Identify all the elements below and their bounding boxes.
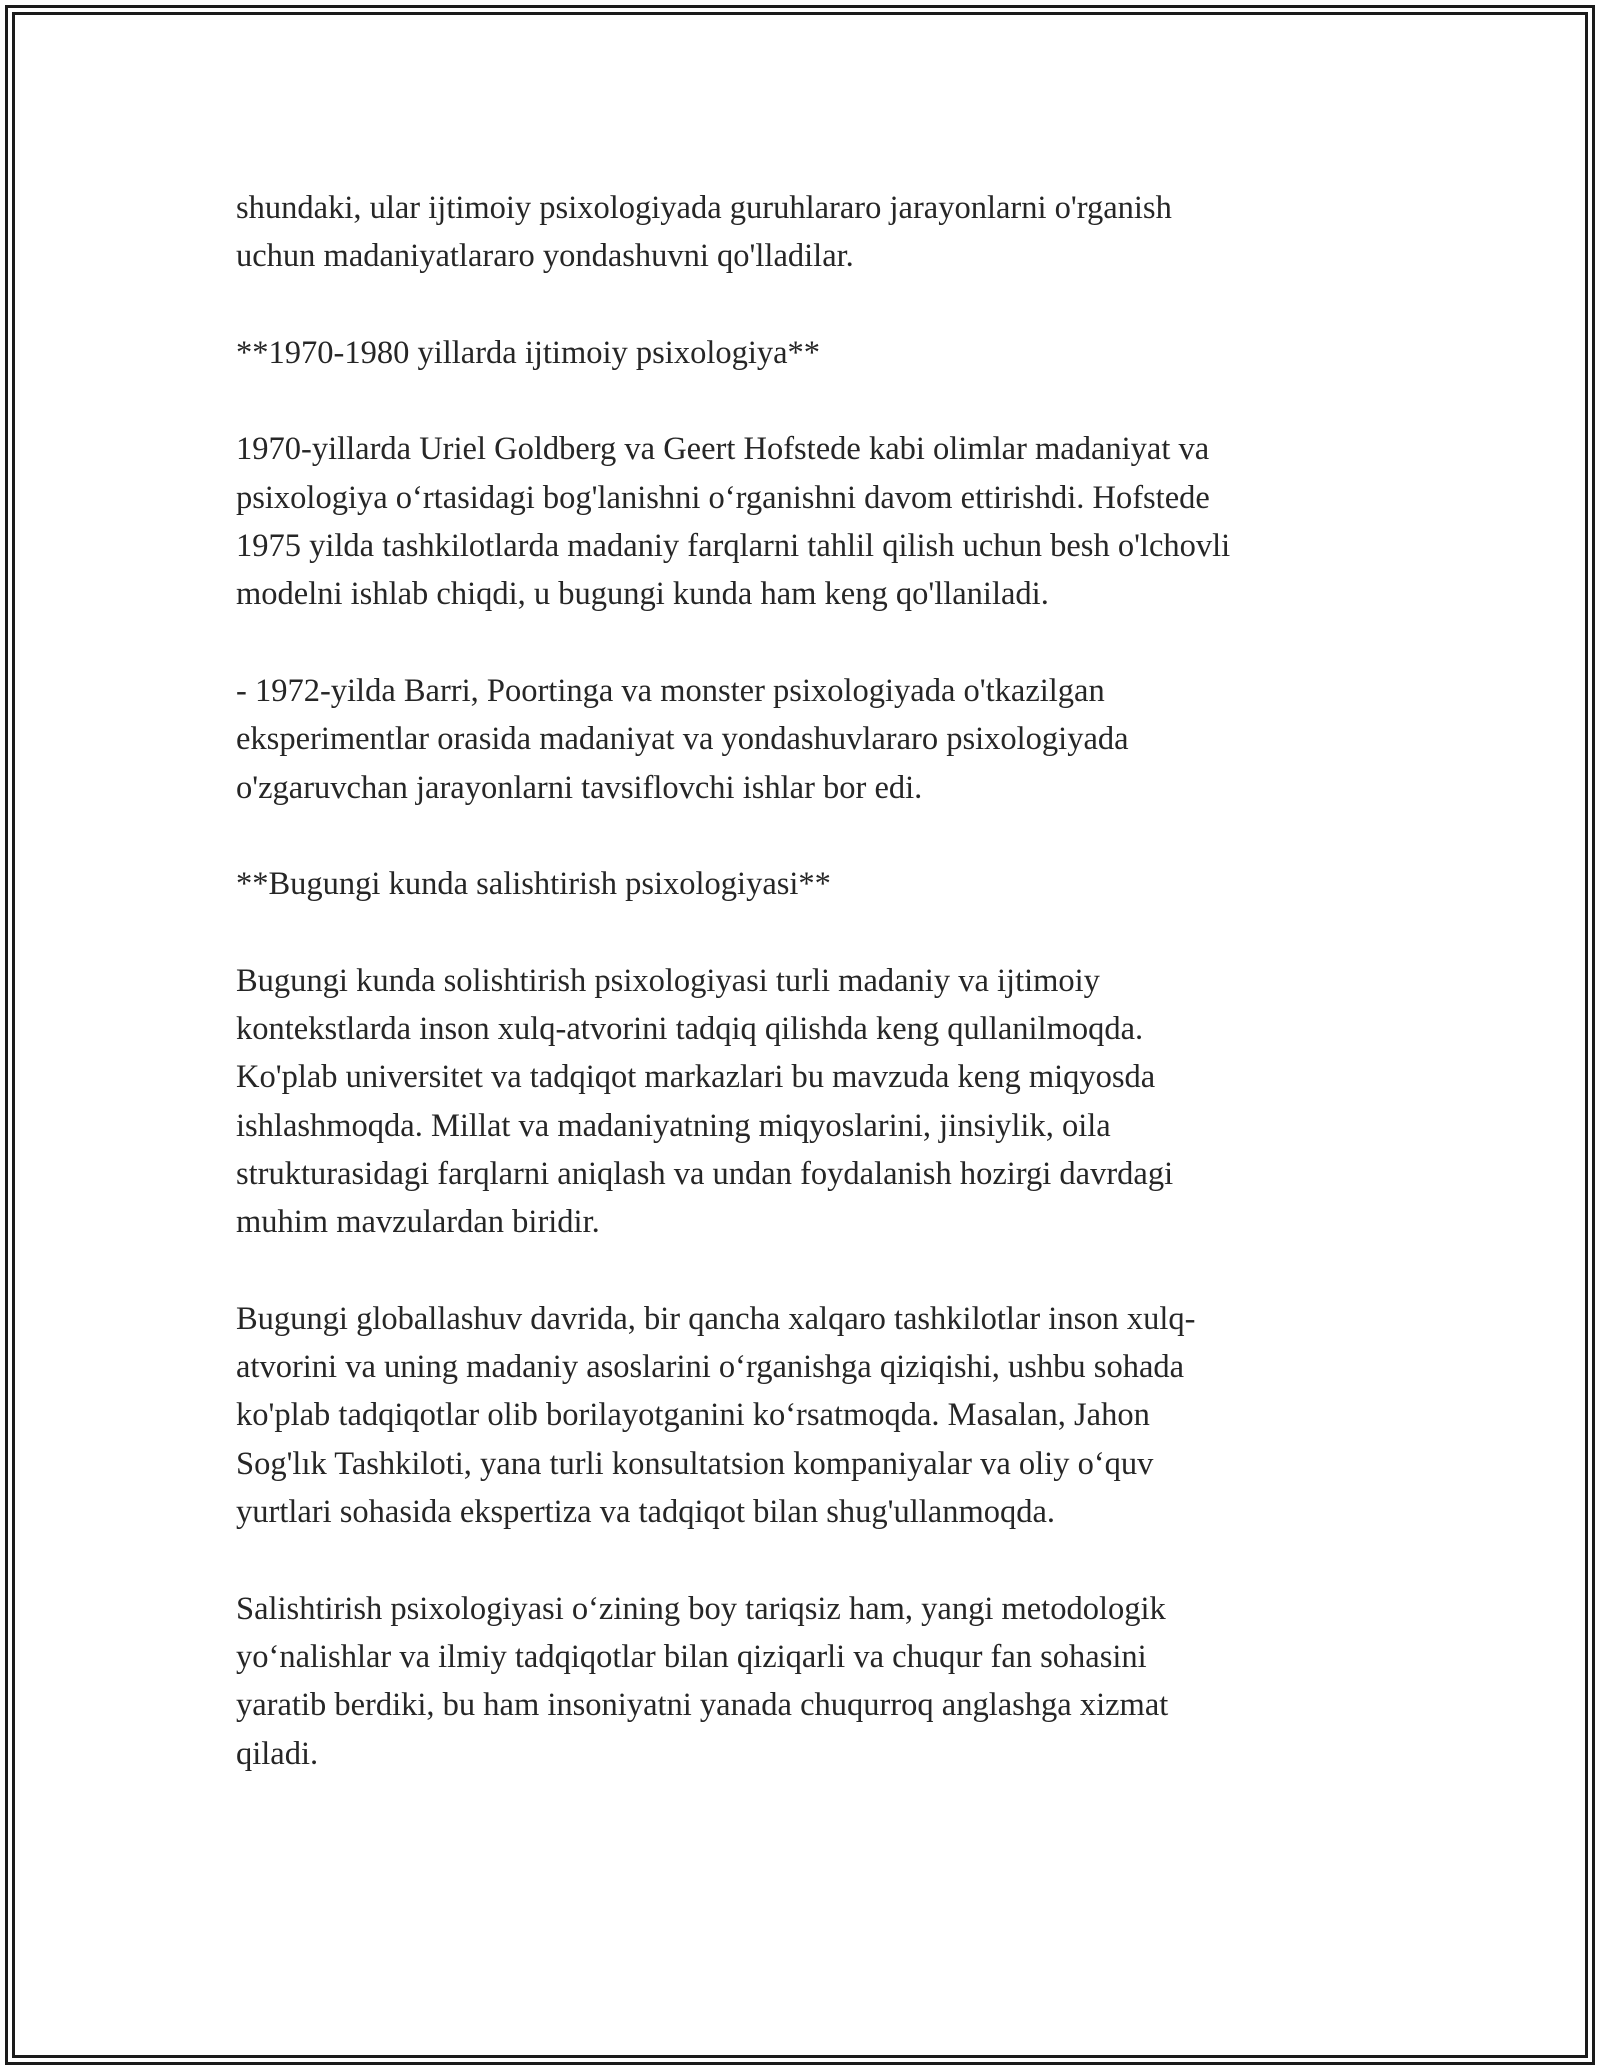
paragraph-globalization: Bugungi globallashuv davrida, bir qancha xalqaro tashkilotlar inson xulq- atvorini va uning madaniy asoslarini o‘rganishga qiziqishi, ushbu sohada ko'plab tadqiqotlar olib borilayotganini ko‘rsatmoqda. Masalan, Jahon Sog'lık Tashkiloti, yana turli konsultatsion kompaniyalar va oliy o‘quv yurtlari sohasida ekspertiza va tadqiqot bilan shug'ullanmoqda. (236, 1300, 1196, 1531)
section-heading-today: **Bugungi kunda salishtirish psixologiyasi** (236, 866, 831, 903)
document-body (236, 184, 1366, 1778)
list-item-1972: - 1972-yilda Barri, Poortinga va monster psixologiyada o'tkazilgan eksperimentlar orasida madaniyat va yondashuvlararo psixologiyada o'zgaruvchan jarayonlarni tavsiflovchi ishlar bor edi. (236, 672, 1129, 806)
paragraph-conclusion: Salishtirish psixologiyasi o‘zining boy tariqsiz ham, yangi metodologik yo‘nalishlar va ilmiy tadqiqotlar bilan qiziqarli va chuqur fan sohasini yaratib berdiki, bu ham insoniyatni yanada chuqurroq anglashga xizmat qiladi. (236, 1590, 1169, 1772)
paragraph-continuation: shundaki, ular ijtimoiy psixologiyada guruhlararo jarayonlarni o'rganish uchun madaniyatlararo yondashuvni qo'lladilar. (236, 190, 1172, 275)
paragraph-today-research: Bugungi kunda solishtirish psixologiyasi turli madaniy va ijtimoiy kontekstlarda inson xulq-atvorini tadqiq qilishda keng qullanilmoqda. Ko'plab universitet va tadqiqot markazlari bu mavzuda keng miqyosda ishlashmoqda. Millat va madaniyatning miqyoslarini, jinsiylik, oila strukturasidagi farqlarni aniqlash va undan foydalanish hozirgi davrdagi muhim mavzulardan biridir. (236, 962, 1174, 1241)
section-heading-1970-1980: **1970-1980 yillarda ijtimoiy psixologiya** (236, 334, 821, 371)
paragraph-hofstede: 1970-yillarda Uriel Goldberg va Geert Hofstede kabi olimlar madaniyat va psixologiya o‘rtasidagi bog'lanishni o‘rganishni davom ettirishdi. Hofstede 1975 yilda tashkilotlarda madaniy farqlarni tahlil qilish uchun besh o'lchovli modelni ishlab chiqdi, u bugungi kunda ham keng qo'llaniladi. (236, 431, 1231, 613)
